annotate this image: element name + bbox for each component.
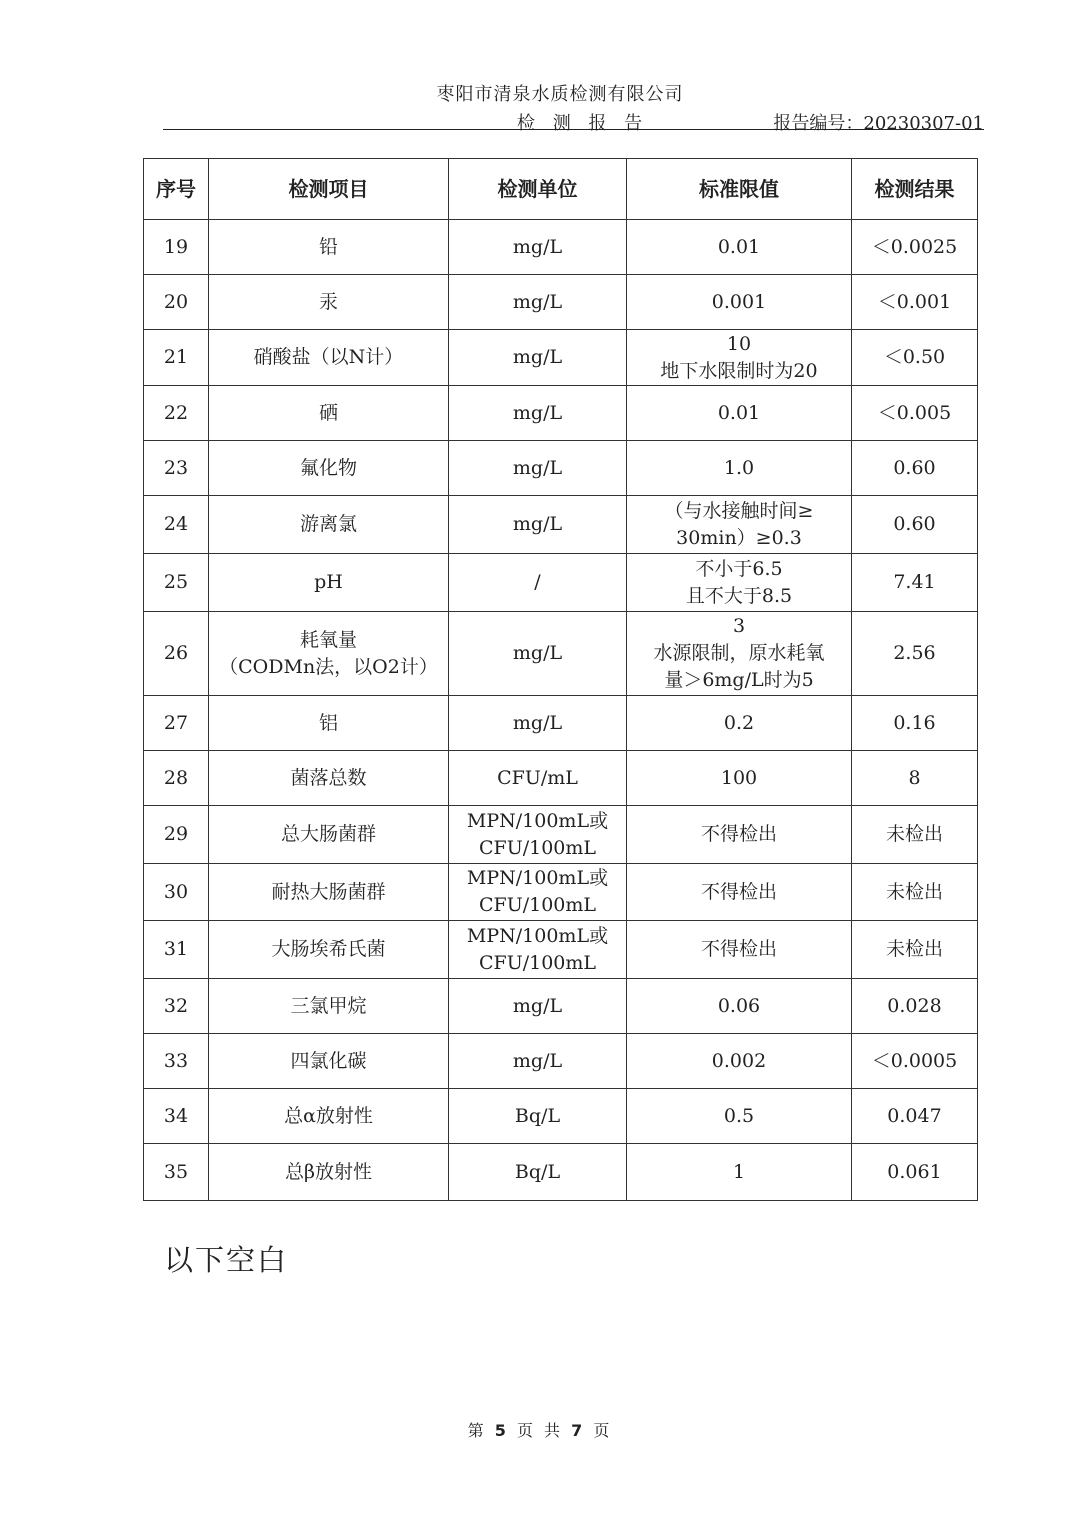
cell-limit: 不得检出: [627, 864, 852, 921]
cell-item: 游离氯: [209, 496, 449, 554]
table-row: [144, 1089, 978, 1144]
cell-item: 四氯化碳: [209, 1034, 449, 1089]
cell-limit: 100: [627, 751, 852, 806]
cell-item: 耗氧量 （CODMn法，以O2计）: [209, 612, 449, 696]
cell-no: 21: [144, 330, 209, 386]
cell-unit: Bq/L: [449, 1089, 627, 1144]
table-row: [144, 441, 978, 496]
cell-no: 20: [144, 275, 209, 330]
cell-limit: 0.002: [627, 1034, 852, 1089]
cell-result: 未检出: [852, 921, 978, 979]
column-header-unit: 检测单位: [449, 159, 627, 220]
cell-item: 铅: [209, 220, 449, 275]
cell-no: 31: [144, 921, 209, 979]
cell-result: ＜0.0025: [852, 220, 978, 275]
cell-item: 总α放射性: [209, 1089, 449, 1144]
cell-item: 大肠埃希氏菌: [209, 921, 449, 979]
cell-limit: 不得检出: [627, 921, 852, 979]
table-row: [144, 696, 978, 751]
cell-unit: MPN/100mL或 CFU/100mL: [449, 864, 627, 921]
cell-unit: mg/L: [449, 441, 627, 496]
column-header-limit: 标准限值: [627, 159, 852, 220]
table-row: [144, 864, 978, 921]
cell-limit: 0.001: [627, 275, 852, 330]
table-row: [144, 554, 978, 612]
report-number: 报告编号：20230307-01: [773, 113, 984, 134]
company-name: 枣阳市清泉水质检测有限公司: [436, 84, 684, 105]
results-table: [143, 158, 978, 1201]
cell-unit: mg/L: [449, 612, 627, 696]
cell-limit: 0.5: [627, 1089, 852, 1144]
page-suffix: 页: [593, 1421, 613, 1440]
cell-result: 0.047: [852, 1089, 978, 1144]
header-divider: [163, 129, 984, 130]
cell-result: ＜0.0005: [852, 1034, 978, 1089]
table-row: [144, 751, 978, 806]
cell-item: 汞: [209, 275, 449, 330]
total-pages: 7: [571, 1421, 586, 1440]
cell-unit: MPN/100mL或 CFU/100mL: [449, 806, 627, 864]
cell-unit: CFU/mL: [449, 751, 627, 806]
cell-result: ＜0.50: [852, 330, 978, 386]
cell-unit: mg/L: [449, 330, 627, 386]
cell-unit: mg/L: [449, 386, 627, 441]
cell-no: 34: [144, 1089, 209, 1144]
cell-result: 未检出: [852, 864, 978, 921]
cell-unit: MPN/100mL或 CFU/100mL: [449, 921, 627, 979]
blank-below-note: 以下空白: [164, 1243, 289, 1277]
cell-unit: mg/L: [449, 979, 627, 1034]
table-header-row: [144, 159, 978, 220]
cell-limit: 0.01: [627, 386, 852, 441]
cell-item: 硒: [209, 386, 449, 441]
cell-item: 三氯甲烷: [209, 979, 449, 1034]
cell-item: pH: [209, 554, 449, 612]
cell-item: 氟化物: [209, 441, 449, 496]
table-row: [144, 806, 978, 864]
current-page: 5: [494, 1421, 509, 1440]
cell-limit: 10 地下水限制时为20: [627, 330, 852, 386]
cell-limit: 不小于6.5 且不大于8.5: [627, 554, 852, 612]
table-row: [144, 921, 978, 979]
table-row: [144, 1034, 978, 1089]
report-title: 检 测 报 告: [517, 113, 649, 134]
cell-unit: mg/L: [449, 696, 627, 751]
table-row: [144, 330, 978, 386]
cell-limit: 0.01: [627, 220, 852, 275]
cell-unit: /: [449, 554, 627, 612]
cell-unit: Bq/L: [449, 1144, 627, 1201]
cell-result: 0.061: [852, 1144, 978, 1201]
cell-limit: （与水接触时间≥ 30min）≥0.3: [627, 496, 852, 554]
cell-limit: 3 水源限制，原水耗氧 量＞6mg/L时为5: [627, 612, 852, 696]
cell-item: 铝: [209, 696, 449, 751]
table-row: [144, 1144, 978, 1201]
cell-no: 29: [144, 806, 209, 864]
cell-no: 19: [144, 220, 209, 275]
cell-limit: 0.2: [627, 696, 852, 751]
cell-result: 2.56: [852, 612, 978, 696]
cell-result: 0.60: [852, 441, 978, 496]
cell-result: 0.60: [852, 496, 978, 554]
cell-item: 总大肠菌群: [209, 806, 449, 864]
cell-result: 0.16: [852, 696, 978, 751]
cell-limit: 0.06: [627, 979, 852, 1034]
cell-limit: 1.0: [627, 441, 852, 496]
cell-no: 32: [144, 979, 209, 1034]
cell-no: 27: [144, 696, 209, 751]
column-header-no: 序号: [144, 159, 209, 220]
cell-item: 耐热大肠菌群: [209, 864, 449, 921]
table-row: [144, 220, 978, 275]
column-header-result: 检测结果: [852, 159, 978, 220]
cell-result: ＜0.001: [852, 275, 978, 330]
cell-result: 7.41: [852, 554, 978, 612]
cell-unit: mg/L: [449, 496, 627, 554]
cell-no: 24: [144, 496, 209, 554]
column-header-item: 检测项目: [209, 159, 449, 220]
table-row: [144, 496, 978, 554]
cell-unit: mg/L: [449, 220, 627, 275]
cell-item: 硝酸盐（以N计）: [209, 330, 449, 386]
cell-no: 26: [144, 612, 209, 696]
cell-no: 23: [144, 441, 209, 496]
cell-limit: 1: [627, 1144, 852, 1201]
cell-result: 未检出: [852, 806, 978, 864]
cell-no: 25: [144, 554, 209, 612]
table-row: [144, 612, 978, 696]
cell-unit: mg/L: [449, 1034, 627, 1089]
page-footer: [0, 1418, 1080, 1441]
table-row: [144, 979, 978, 1034]
cell-no: 28: [144, 751, 209, 806]
cell-result: ＜0.005: [852, 386, 978, 441]
cell-unit: mg/L: [449, 275, 627, 330]
cell-item: 总β放射性: [209, 1144, 449, 1201]
cell-result: 0.028: [852, 979, 978, 1034]
cell-no: 33: [144, 1034, 209, 1089]
cell-no: 22: [144, 386, 209, 441]
cell-no: 30: [144, 864, 209, 921]
cell-item: 菌落总数: [209, 751, 449, 806]
cell-limit: 不得检出: [627, 806, 852, 864]
table-row: [144, 275, 978, 330]
cell-result: 8: [852, 751, 978, 806]
page-middle: 页 共: [516, 1421, 564, 1440]
table-row: [144, 386, 978, 441]
cell-no: 35: [144, 1144, 209, 1201]
page-prefix: 第: [467, 1421, 487, 1440]
